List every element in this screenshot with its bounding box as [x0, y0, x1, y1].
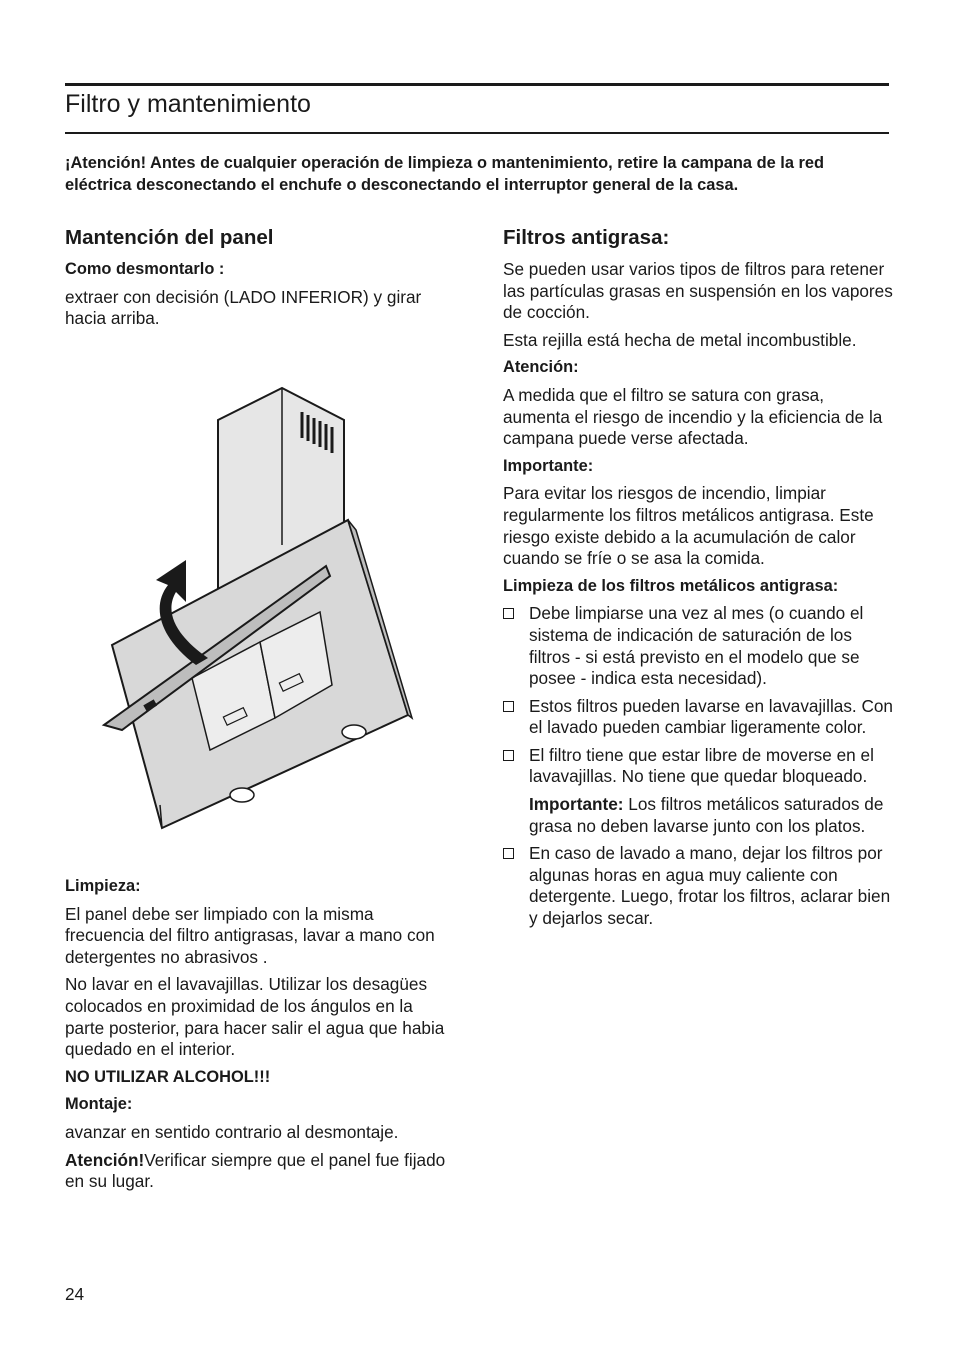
checkbox-icon — [503, 750, 514, 761]
note-text: Los filtros metálicos saturados de grasa no deben lavarse junto con los platos. — [529, 794, 884, 836]
checkbox-icon — [503, 701, 514, 712]
header-rule-top — [65, 83, 889, 86]
list-item: Debe limpiarse una vez al mes (o cuando el sistema de indicación de saturación de los filtros - si está previsto en el modelo que se posee - indica esta necesidad). — [503, 603, 893, 689]
cleaning-list-continued — [503, 843, 893, 929]
important-label: Importante: — [503, 456, 594, 475]
attention-bold: Atención! — [65, 1149, 145, 1170]
important-note — [503, 794, 893, 837]
lamp-left — [230, 788, 254, 802]
cleaning-label: Limpieza: — [65, 877, 141, 895]
list-item: El filtro tiene que estar libre de moverse en el lavavajillas. No tiene que quedar bloqueado. — [503, 745, 893, 788]
filters-paragraph-3: A medida que el filtro se satura con grasa, aumenta el riesgo de incendio y la eficiencia de la campana puede verse afectada. — [503, 384, 883, 449]
mounting-text: avanzar en sentido contrario al desmontaje. — [65, 1121, 399, 1142]
panel-maintenance-heading: Mantención del panel — [65, 226, 274, 249]
header-rule-bottom — [65, 132, 889, 134]
checkbox-icon — [503, 608, 514, 619]
right-column — [503, 226, 893, 936]
no-alcohol-warning: NO UTILIZAR ALCOHOL!!! — [65, 1067, 271, 1086]
page-number: 24 — [65, 1284, 85, 1304]
mounting-label: Montaje: — [65, 1095, 133, 1114]
removal-subheading: Como desmontarlo : — [65, 260, 225, 278]
lamp-right — [342, 725, 366, 739]
filters-paragraph-1: Se pueden usar varios tipos de filtros para retener las partículas grasas en suspensión en los vapores de cocción. — [503, 259, 893, 323]
left-lower-section — [65, 876, 450, 1199]
list-item: En caso de lavado a mano, dejar los filtros por algunas horas en agua muy caliente con detergente. Luego, frotar los filtros, aclarar bien y dejarlos secar. — [503, 843, 893, 929]
safety-warning: ¡Atención! Antes de cualquier operación de limpieza o mantenimiento, retire la campana de la red eléctrica desconectando el enchufe o desconectando el interruptor general de la casa. — [65, 154, 825, 194]
grease-filters-heading: Filtros antigrasa: — [503, 226, 670, 249]
filters-paragraph-4: Para evitar los riesgos de incendio, limpiar regularmente los filtros metálicos antigrasa. Este riesgo existe debido a la acumulación de calor cuando se fríe o se asa la comida. — [503, 483, 874, 569]
cleaning-list — [503, 603, 893, 788]
note-bold: Importante: — [529, 794, 624, 815]
filters-paragraph-2: Esta rejilla está hecha de metal incombustible. — [503, 329, 857, 350]
cleaning-paragraph-1: El panel debe ser limpiado con la misma frecuencia del filtro antigrasas, lavar a mano con detergentes no abrasivos . — [65, 903, 435, 967]
attention-label: Atención: — [503, 358, 579, 377]
hood-panel-illustration — [100, 380, 420, 840]
list-item: Estos filtros pueden lavarse en lavavajillas. Con el lavado pueden cambiar ligeramente color. — [503, 696, 893, 739]
cleaning-paragraph-2: No lavar en el lavavajillas. Utilizar los desagües colocados en proximidad de los ángulos en la parte posterior, para hacer salir el agua que habia quedado en el interior. — [65, 974, 445, 1060]
removal-instructions: extraer con decisión (LADO INFERIOR) y girar hacia arriba. — [65, 286, 422, 329]
attention-paragraph — [65, 1150, 450, 1193]
checkbox-icon — [503, 848, 514, 859]
attention-text: Verificar siempre que el panel fue fijado en su lugar. — [65, 1149, 446, 1192]
metal-filter-cleaning-heading: Limpieza de los filtros metálicos antigrasa: — [503, 576, 839, 595]
page-title: Filtro y mantenimiento — [65, 90, 311, 118]
left-column — [65, 226, 450, 336]
